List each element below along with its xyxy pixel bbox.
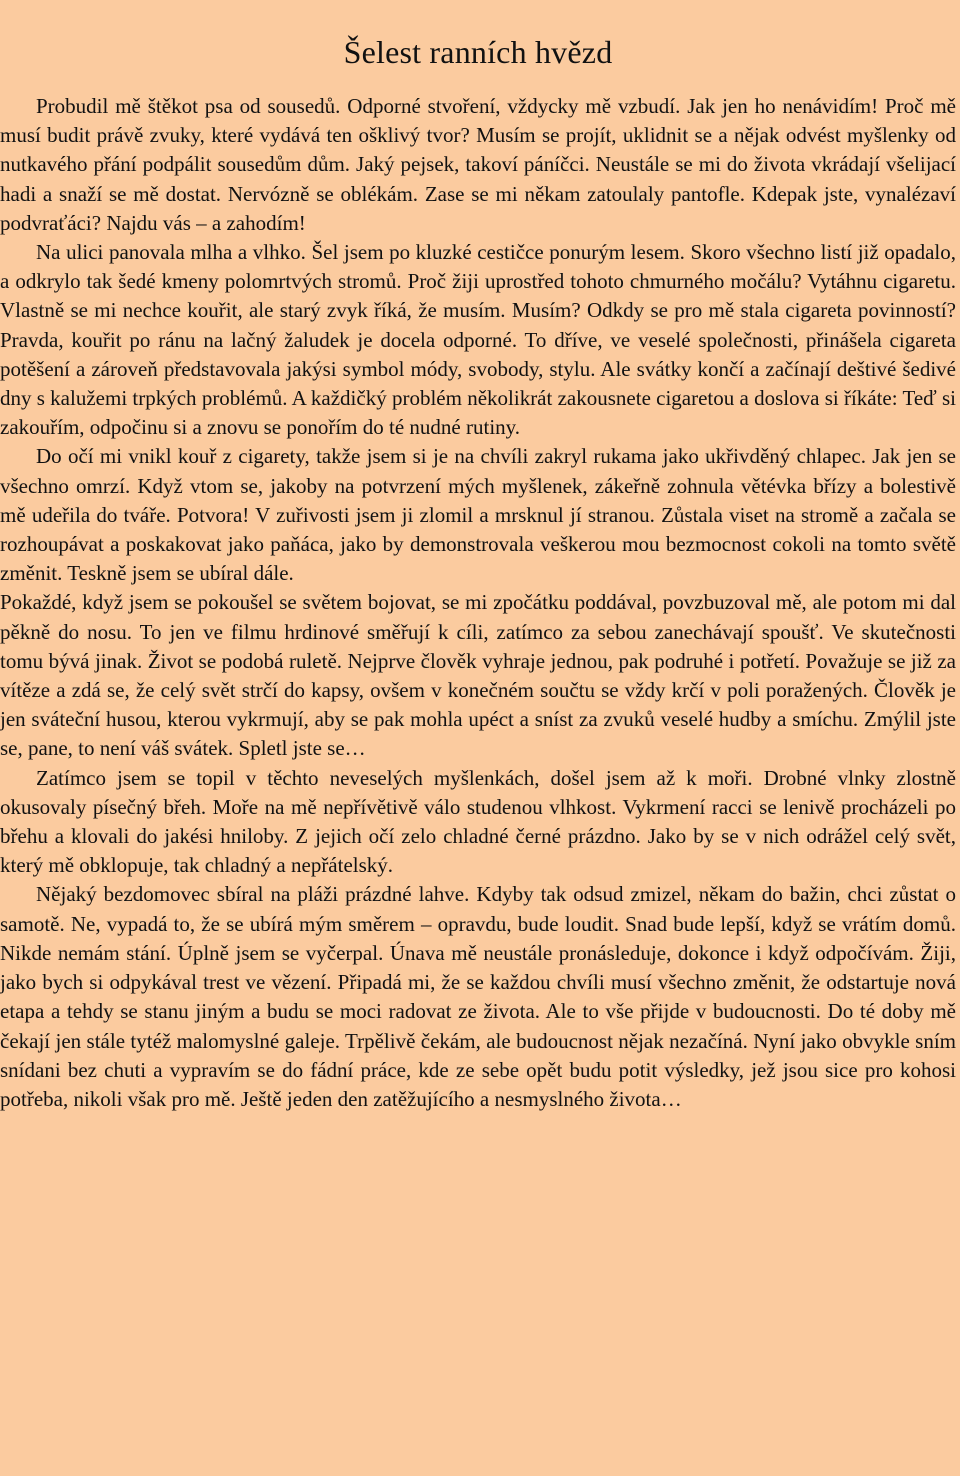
paragraph-5: Zatímco jsem se topil v těchto neveselých myšlenkách, došel jsem až k moři. Drobné vlnky zlostně okusovaly písečný břeh. Moře na mě nepřívětivě válo studenou vlhkost. Vykrmení racci se lenivě procházeli po břehu a klovali do jakési hniloby. Z jejich očí zelo chladné černé prázdno. Jako by se v nich odrážel celý svět, který mě obklopuje, tak chladný a nepřátelský.: [0, 765, 956, 878]
page-title: Šelest ranních hvězd: [343, 34, 613, 70]
paragraph-3: Do očí mi vnikl kouř z cigarety, takže jsem si je na chvíli zakryl rukama jako ukřivděný chlapec. Jak jen se všechno omrzí. Když vtom se, jakoby na potvrzení mých myšlenek, zákeřně zohnula větévka břízy a bolestivě mě udeřila do tváře. Potvora! V zuřivosti jsem ji zlomil a mrsknul jí stranou. Zůstala viset na stromě a začala se rozhoupávat a poskakovat jako paňáca, jako by demonstrovala veškerou mou bezmocnost cokoli na tomto světě změnit. Teskně jsem se ubíral dále.: [0, 444, 956, 586]
story-text: [0, 92, 956, 1114]
paragraph-2: Na ulici panovala mlha a vlhko. Šel jsem po kluzké cestičce ponurým lesem. Skoro všechno listí již opadalo, a odkrylo tak šedé kmeny polomrtvých stromů. Proč žiji uprostřed tohoto chmurného močálu? Vytáhnu cigaretu. Vlastně se mi nechce kouřit, ale starý zvyk říká, že musím. Musím? Odkdy se pro mě stala cigareta povinností? Pravda, kouřit po ránu na lačný žaludek je docela odporné. To dříve, ve veselé společnosti, přinášela cigareta potěšení a zároveň představovala jakýsi symbol módy, svobody, stylu. Ale svátky končí a začínají deštivé šedivé dny s kalužemi trpkých problémů. A každičký problém několikrát zakousnete cigaretou a doslova si říkáte: Teď si zakouřím, odpočinu si a znovu se ponořím do té nudné rutiny.: [0, 240, 956, 440]
paragraph-4: Pokaždé, když jsem se pokoušel se světem bojovat, se mi zpočátku poddával, povzbuzoval mě, ale potom mi dal pěkně do nosu. To jen ve filmu hrdinové směřují k cíli, zatímco za sebou zanechávají spoušť. Ve skutečnosti tomu bývá jinak. Život se podobá ruletě. Nejprve člověk vyhraje jednou, pak podruhé i potřetí. Považuje se již za vítěze a zdá se, že celý svět strčí do kapsy, ovšem v konečném součtu se vždy krčí v poli poražených. Člověk je jen sváteční husou, kterou vykrmují, aby se pak mohla upéct a sníst za zvuků veselé hudby a smíchu. Zmýlil jste se, pane, to není váš svátek. Spletl jste se…: [0, 590, 956, 761]
paragraph-6: Nějaký bezdomovec sbíral na pláži prázdné lahve. Kdyby tak odsud zmizel, někam do bažin, chci zůstat o samotě. Ne, vypadá to, že se ubírá mým směrem – opravdu, bude loudit. Snad bude lepší, když se vrátím domů. Nikde nemám stání. Úplně jsem se vyčerpal. Únava mě neustále pronásleduje, dokonce i když odpočívám. Žiji, jako bych si odpykával trest ve vězení. Připadá mi, že se každou chvíli musí všechno změnit, že odstartuje nová etapa a tehdy se stanu jiným a budu se moci radovat ze života. Ale to vše přijde v budoucnosti. Do té doby mě čekají jen stále tytéž malomyslné galeje. Trpělivě čekám, ale budoucnost nějak nezačíná. Nyní jako obvykle sním snídani bez chuti a vypravím se do fádní práce, kde ze sebe opět budu potit výsledky, jež jsou sice pro kohosi potřeba, nikoli však pro mě. Ještě jeden den zatěžujícího a nesmyslného života…: [0, 882, 956, 1111]
paragraph-1: Probudil mě štěkot psa od sousedů. Odporné stvoření, vždycky mě vzbudí. Jak jen ho nenávidím! Proč mě musí budit právě zvuky, které vydává ten ošklivý tvor? Musím se projít, uklidnit se a nějak odvést myšlenky od nutkavého přání podpálit sousedům dům. Jaký pejsek, takoví páníčci. Neustále se mi do života vkrádají všelijací hadi a snaží se mě dostat. Nervózně se oblékám. Zase se mi někam zatoulaly pantofle. Kdepak jste, vynalézaví podvraťáci? Najdu vás – a zahodím!: [0, 94, 956, 235]
